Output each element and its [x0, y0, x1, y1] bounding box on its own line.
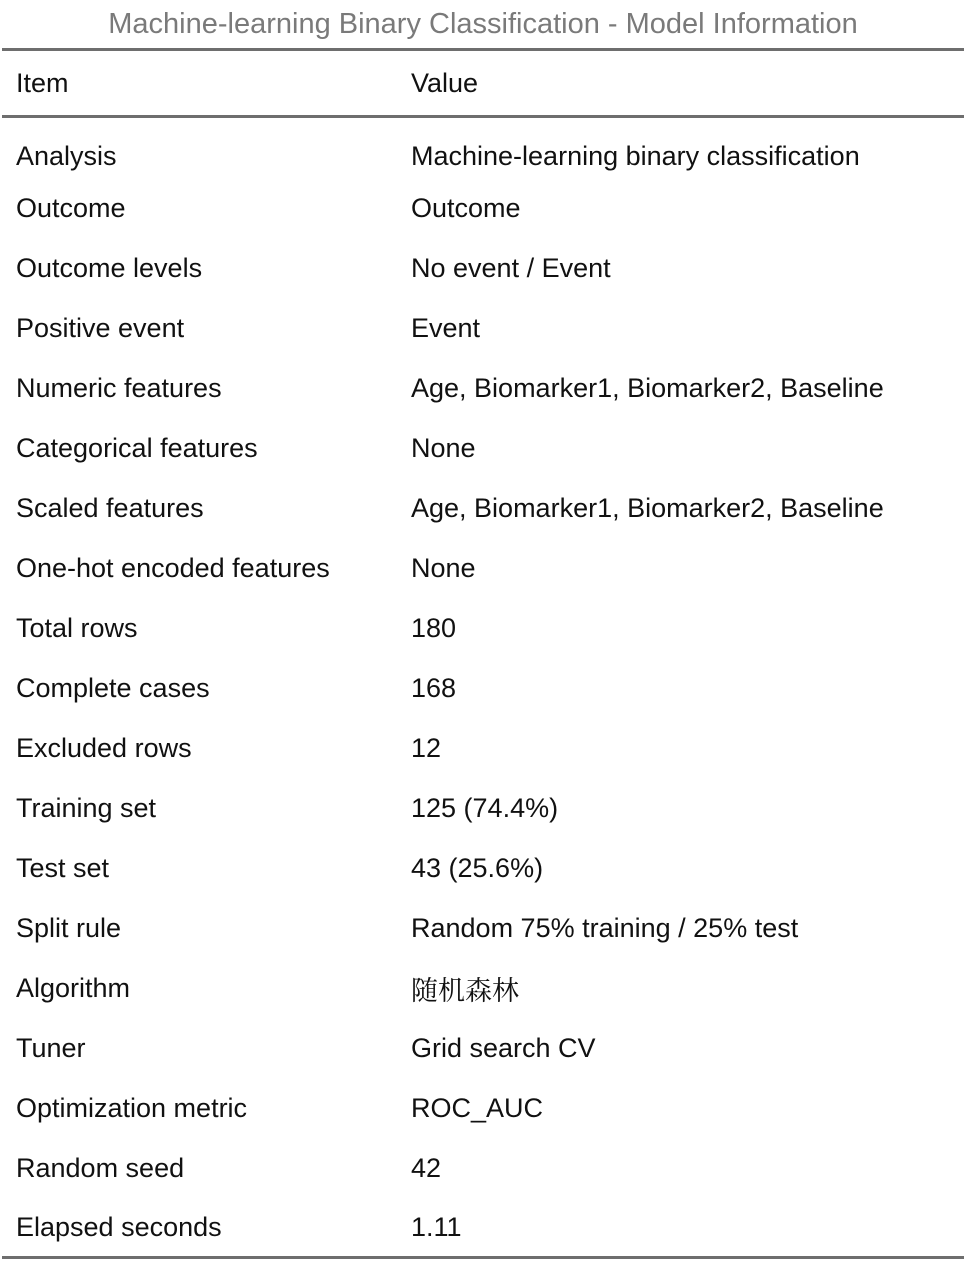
- row-value-cell: 42: [411, 1152, 442, 1183]
- row-item-cell: Excluded rows: [16, 732, 192, 763]
- row-value-cell: 12: [411, 732, 442, 763]
- table-row: [2, 117, 964, 179]
- row-value-cell: ROC_AUC: [411, 1092, 544, 1123]
- row-value-cell: 43 (25.6%): [411, 852, 544, 883]
- row-value-cell: None: [411, 432, 476, 463]
- row-value-cell: Outcome: [411, 192, 521, 223]
- row-item-cell: Tuner: [16, 1032, 86, 1063]
- table-row: [2, 1138, 964, 1198]
- model-info-table: [2, 51, 964, 1259]
- row-item-cell: Algorithm: [16, 972, 131, 1003]
- row-value-cell: 1.11: [397, 1198, 964, 1258]
- table-row: [2, 898, 964, 958]
- table-row: [2, 1078, 964, 1138]
- table-row: [2, 238, 964, 298]
- column-header-item: Item: [2, 51, 397, 117]
- row-value-cell: Grid search CV: [411, 1032, 596, 1063]
- row-item-cell: Elapsed seconds: [2, 1198, 397, 1258]
- table-body: [2, 117, 964, 1258]
- row-value-cell: Random 75% training / 25% test: [411, 912, 799, 943]
- row-value-cell: None: [411, 552, 476, 583]
- table-row: [2, 358, 964, 418]
- row-item-cell: Positive event: [16, 312, 185, 343]
- table-row: [2, 478, 964, 538]
- table-row: [2, 658, 964, 718]
- row-item-cell: Analysis: [16, 141, 117, 171]
- table-row: [2, 598, 964, 658]
- row-item-cell: Complete cases: [16, 672, 210, 703]
- row-item-cell: Split rule: [16, 912, 122, 943]
- row-item-cell: Numeric features: [16, 372, 222, 403]
- table-row: [2, 958, 964, 1018]
- row-value-cell: 125 (74.4%): [411, 792, 559, 823]
- row-item-cell: Random seed: [16, 1152, 185, 1183]
- row-item-cell: Categorical features: [16, 432, 258, 463]
- row-item-cell: Outcome: [16, 192, 126, 223]
- header-row: [2, 51, 964, 117]
- table-row: [2, 838, 964, 898]
- row-item-cell: Scaled features: [16, 492, 204, 523]
- table-row: [2, 298, 964, 358]
- row-item-cell: Training set: [16, 792, 157, 823]
- row-value-cell: Age, Biomarker1, Biomarker2, Baseline: [411, 372, 884, 403]
- row-item-cell: Total rows: [16, 612, 138, 643]
- row-item-cell: One-hot encoded features: [16, 552, 330, 583]
- row-value-cell: Age, Biomarker1, Biomarker2, Baseline: [411, 492, 884, 523]
- table-row: [2, 778, 964, 838]
- column-header-value: Value: [397, 51, 964, 117]
- table-row: [2, 1018, 964, 1078]
- table-header: [2, 51, 964, 117]
- table-title: Machine-learning Binary Classification - Model Information: [108, 8, 858, 40]
- table-row: [2, 718, 964, 778]
- row-value-cell: No event / Event: [411, 252, 611, 283]
- row-value-cell: Machine-learning binary classification: [411, 141, 860, 171]
- row-item-cell: Test set: [16, 852, 110, 883]
- table-row: [2, 178, 964, 238]
- table-row: [2, 538, 964, 598]
- table-row: [2, 418, 964, 478]
- row-value-cell: 168: [411, 672, 457, 703]
- row-item-cell: Outcome levels: [16, 252, 203, 283]
- row-item-cell: Optimization metric: [16, 1092, 248, 1123]
- row-value-cell: 180: [411, 612, 457, 643]
- row-value-cell: 随机森林: [411, 975, 519, 1006]
- row-value-cell: Event: [411, 312, 481, 343]
- table-row: [2, 1198, 964, 1258]
